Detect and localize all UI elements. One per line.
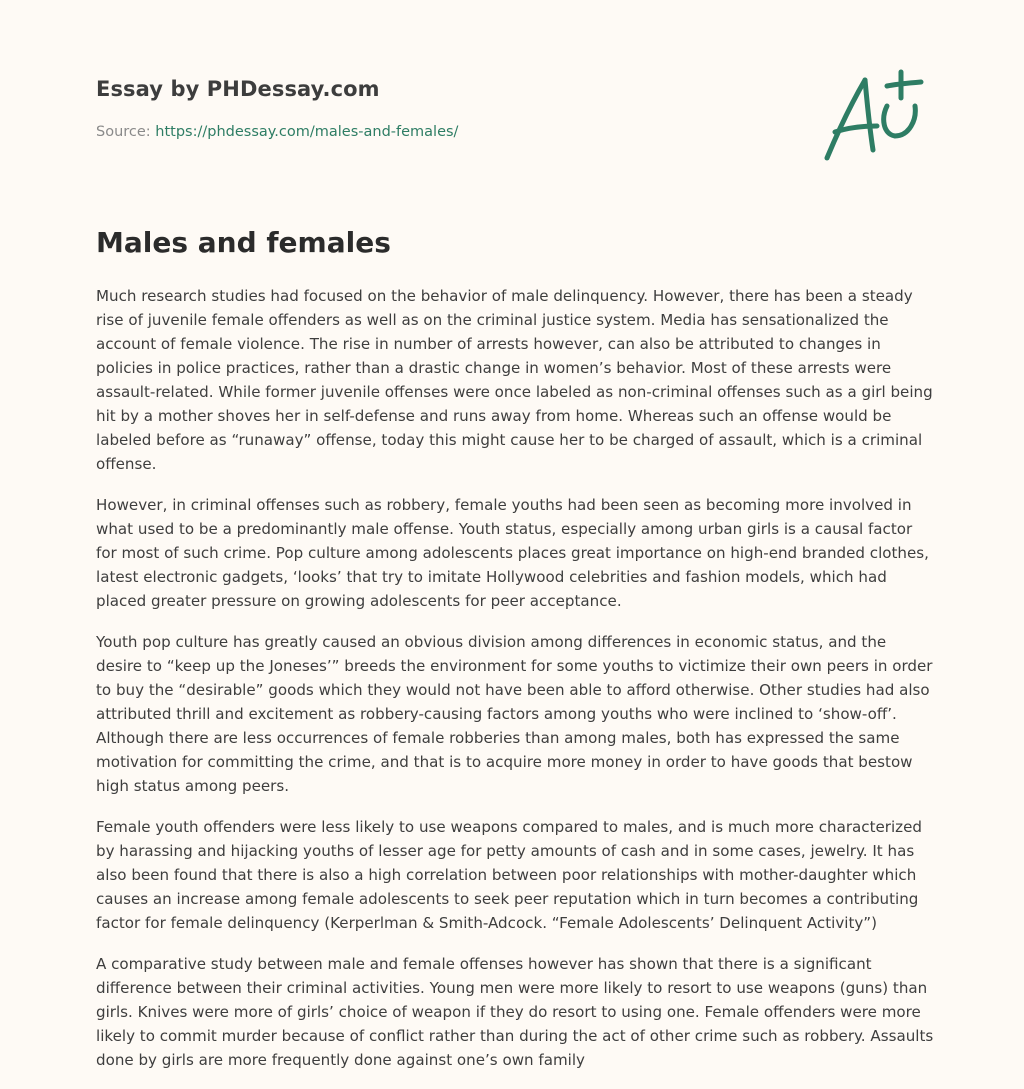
essay-header xyxy=(96,0,932,200)
essay-paragraph: Much research studies had focused on the behavior of male delinquency. However, there has been a steady rise of juvenile female offenders as well as on the criminal justice system. Media has sensationalized the account of female violence. The rise in number of arrests however, can also be attributed to changes in policies in police practices, rather than a drastic change in women’s behavior. Most of these arrests were assault-related. While former juvenile offenses were once labeled as non-criminal offenses such as a girl being hit by a mother shoves her in self-defense and runs away from home. Whereas such an offense would be labeled before as “runaway” offense, today this might cause her to be charged of assault, which is a criminal offense. xyxy=(96,287,933,473)
essay-body xyxy=(96,284,936,1089)
essay-title: Males and females xyxy=(96,226,391,259)
essay-paragraph: However, in criminal offenses such as robbery, female youths had been seen as becoming more involved in what used to be a predominantly male offense. Youth status, especially among urban girls is a causal factor for most of such crime. Pop culture among adolescents places great importance on high-end branded clothes, latest electronic gadgets, ‘looks’ that try to imitate Hollywood celebrities and fashion models, which had placed greater pressure on growing adolescents for peer acceptance. xyxy=(96,496,929,610)
a-plus-logo-icon xyxy=(821,68,926,163)
essay-page xyxy=(96,0,934,1069)
source-label: Source: xyxy=(96,124,151,140)
essay-paragraph: A comparative study between male and female offenses however has shown that there is a significant difference between their criminal activities. Young men were more likely to resort to use weapons (guns) than girls. Knives were more of girls’ choice of weapon if they do resort to using one. Female offenders were more likely to commit murder because of conflict rather than during the act of other crime such as robbery. Assaults done by girls are more frequently done against one’s own family xyxy=(96,955,934,1069)
essay-paragraph: Youth pop culture has greatly caused an obvious division among differences in economic status, and the desire to “keep up the Joneses’” breeds the environment for some youths to victimize their own peers in order to buy the “desirable” goods which they would not have been able to afford otherwise. Other studies had also attributed thrill and excitement as robbery-causing factors among youths who were inclined to ‘show-off’. Although there are less occurrences of female robberies than among males, both has expressed the same motivation for committing the crime, and that is to acquire more money in order to have goods that bestow high status among peers. xyxy=(96,633,933,795)
source-link[interactable]: https://phdessay.com/males-and-females/ xyxy=(155,124,459,140)
source-line xyxy=(96,124,458,140)
essay-paragraph: Female youth offenders were less likely to use weapons compared to males, and is much more characterized by harassing and hijacking youths of lesser age for petty amounts of cash and in some cases, jewelry. It has also been found that there is also a high correlation between poor relationships with mother-daughter which causes an increase among female adolescents to seek peer reputation which in turn becomes a contributing factor for female delinquency (Kerperlman & Smith-Adcock. “Female Adolescents’ Delinquent Activity”) xyxy=(96,818,922,932)
brand-title: Essay by PHDessay.com xyxy=(96,77,380,101)
